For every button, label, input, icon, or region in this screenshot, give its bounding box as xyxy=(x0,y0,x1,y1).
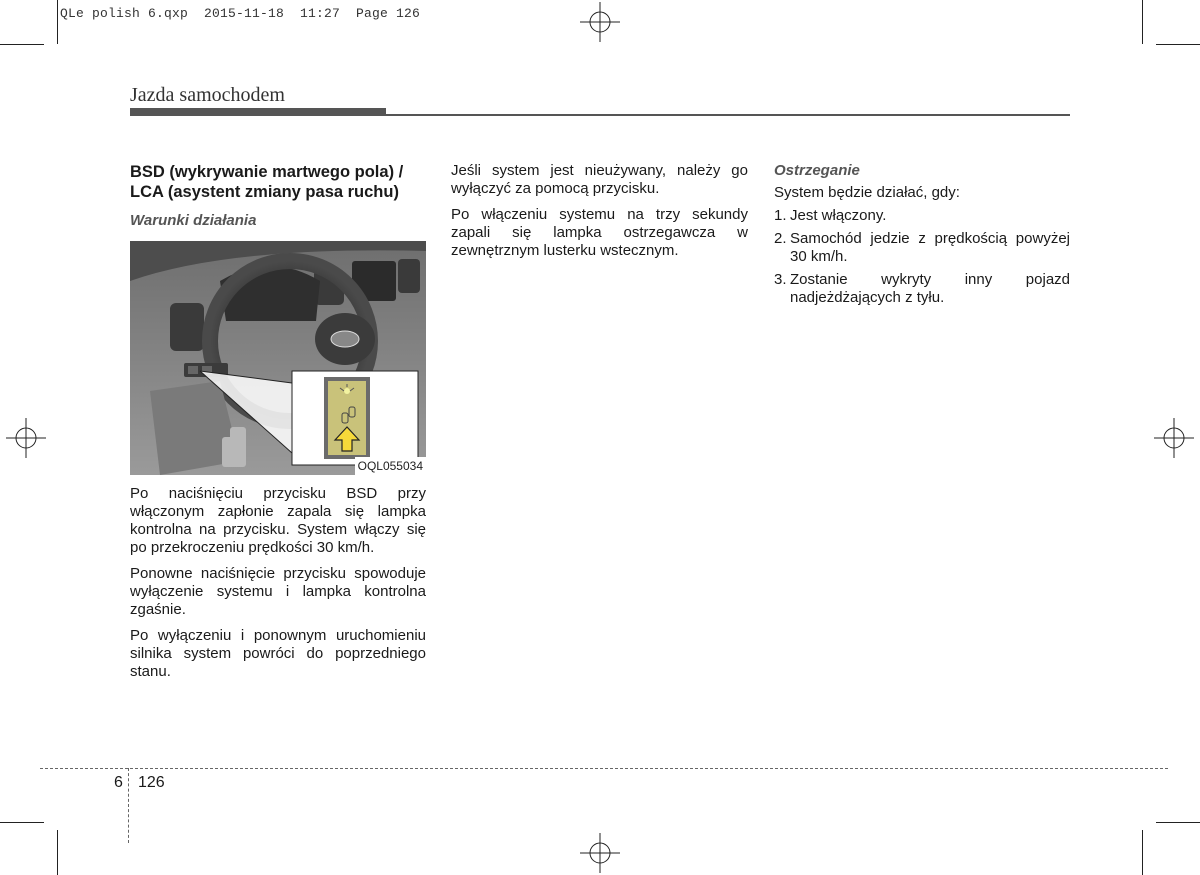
dashboard-figure xyxy=(130,241,426,475)
list-item-number: 1. xyxy=(774,207,787,224)
paragraph: Po wyłączeniu i ponownym uruchomieniu silnika system powróci do poprzedniego stanu. xyxy=(130,627,426,680)
print-slug: QLe polish 6.qxp 2015-11-18 11:27 Page 126 xyxy=(60,6,421,21)
header-rule-thin xyxy=(386,114,1070,116)
operating-conditions-subheading: Warunki działania xyxy=(130,212,257,229)
crop-mark xyxy=(1156,44,1200,45)
chapter-number: 6 xyxy=(114,774,123,791)
crop-mark xyxy=(1142,0,1143,44)
list-item xyxy=(774,230,1070,266)
page-number: 126 xyxy=(138,774,165,791)
warning-subheading: Ostrzeganie xyxy=(774,162,860,179)
dashboard-illustration xyxy=(130,241,426,475)
column-1 xyxy=(130,162,426,689)
crop-mark xyxy=(1156,822,1200,823)
list-item-number: 2. xyxy=(774,230,787,247)
crop-mark xyxy=(0,44,44,45)
paragraph: Po naciśnięciu przycisku BSD przy włączonym zapłonie zapala się lampka kontrolna na przycisku. System włączy się po przekroczeniu prędkości 30 km/h. xyxy=(130,485,426,556)
list-item xyxy=(774,207,1070,225)
list-item-number: 3. xyxy=(774,271,787,288)
crop-mark xyxy=(0,822,44,823)
list-item xyxy=(774,271,1070,307)
paragraph: Po włączeniu systemu na trzy sekundy zapali się lampka ostrzegawcza w zewnętrznym lusterku wstecznym. xyxy=(451,206,748,259)
figure-code-label: OQL055034 xyxy=(355,457,426,475)
column-3 xyxy=(774,162,1070,312)
crop-mark xyxy=(57,0,58,44)
footer-dotted-rule xyxy=(40,768,1168,769)
list-item-text: Samochód jedzie z prędkością powyżej 30 km/h. xyxy=(790,230,1070,265)
paragraph: Ponowne naciśnięcie przycisku spowoduje wyłączenie systemu i lampka kontrolna zgaśnie. xyxy=(130,565,426,618)
col1-body xyxy=(130,485,426,681)
crop-mark xyxy=(57,830,58,875)
section-title: Jazda samochodem xyxy=(130,84,285,106)
warning-conditions-list xyxy=(774,207,1070,307)
paragraph: Jeśli system jest nieużywany, należy go wyłączyć za pomocą przycisku. xyxy=(451,162,748,197)
footer-vertical-dotted-rule xyxy=(128,768,129,843)
bsd-heading: BSD (wykrywanie martwego pola) / LCA (asystent zmiany pasa ruchu) xyxy=(130,163,404,201)
registration-mark-icon xyxy=(1154,418,1194,458)
list-item-text: Zostanie wykryty inny pojazd nadjeżdżających z tyłu. xyxy=(790,271,1070,306)
column-2 xyxy=(451,162,748,268)
header-rule-thick xyxy=(130,108,386,116)
list-item-text: Jest włączony. xyxy=(790,207,887,224)
registration-mark-icon xyxy=(6,418,46,458)
registration-mark-icon xyxy=(580,2,620,42)
crop-mark xyxy=(1142,830,1143,875)
registration-mark-icon xyxy=(580,833,620,873)
warning-intro: System będzie działać, gdy: xyxy=(774,184,960,201)
